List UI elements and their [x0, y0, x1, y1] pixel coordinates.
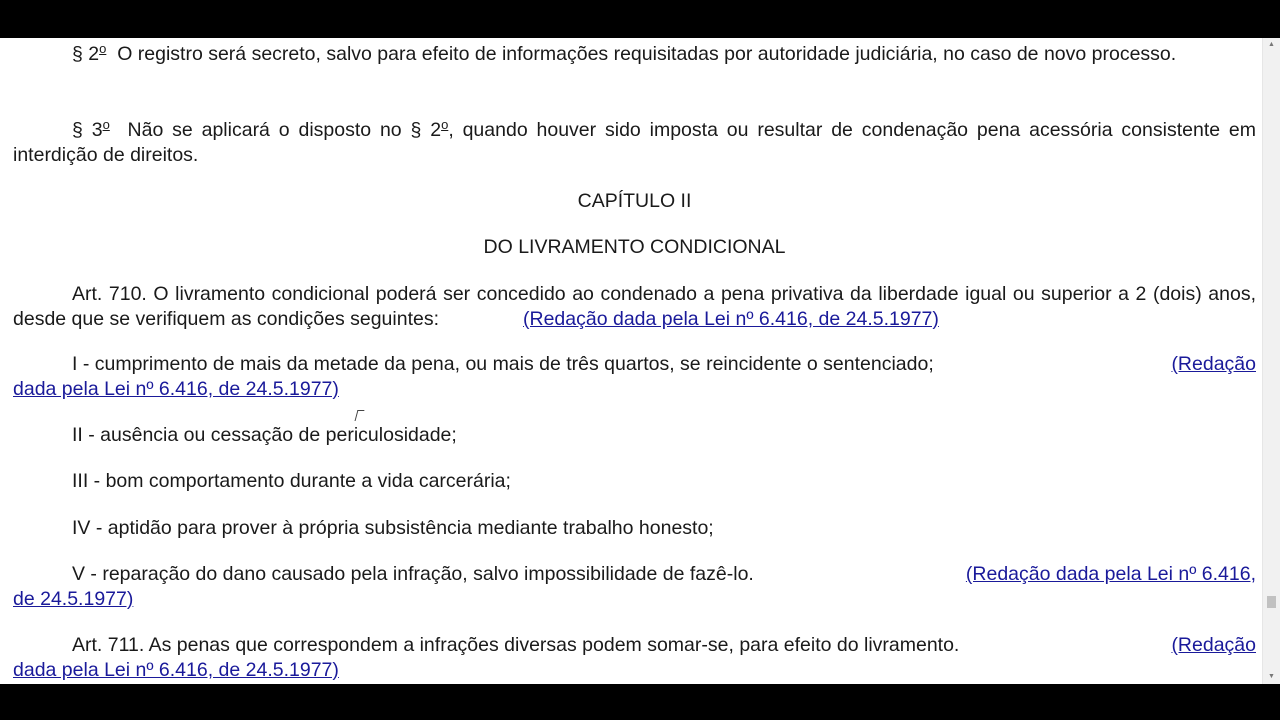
- top-black-bar: [0, 0, 1280, 38]
- chapter-title: DO LIVRAMENTO CONDICIONAL: [483, 236, 786, 258]
- scrollbar-thumb[interactable]: [1267, 596, 1276, 608]
- item-ii: II - ausência ou cessação de periculosidade;: [72, 424, 457, 446]
- paragraph-3: § 3$^o$ Não se aplicará o disposto no § 2$^o$, quando houver sido imposta ou resultar de condenação pena acessória consistente em interdição de direitos.: [13, 117, 1257, 166]
- amendment-link-art-711-cont[interactable]: dada pela Lei nº 6.416, de 24.5.1977): [13, 659, 339, 681]
- item-v: V - reparação do dano causado pela infração, salvo impossibilidade de fazê-lo. (Redação dada pela Lei nº 6.416, de 24.5.1977): [13, 563, 1256, 610]
- article-711: Art. 711. As penas que correspondem a infrações diversas podem somar-se, para efeito do livramento. (Redação dada pela Lei nº 6.416, de 24.5.1977): [13, 634, 1256, 681]
- item-iii: III - bom comportamento durante a vida carcerária;: [72, 470, 511, 492]
- amendment-link-item-v[interactable]: (Redação dada pela Lei nº 6.416,: [965, 563, 1256, 585]
- item-i: I - cumprimento de mais da metade da pena, ou mais de três quartos, se reincidente o sentenciado; (Redação dada pela Lei nº 6.416, de 24.5.1977): [13, 353, 1256, 400]
- amendment-link-item-v-cont[interactable]: de 24.5.1977): [13, 588, 134, 610]
- article-710: [13, 282, 1256, 332]
- item-iv: IV - aptidão para prover à própria subsistência mediante trabalho honesto;: [72, 517, 714, 539]
- paragraph-2: § 2$^o$ O registro será secreto, salvo para efeito de informações requisitadas por autoridade judiciária, no caso de novo processo.: [72, 41, 1177, 65]
- document-viewport: [0, 38, 1280, 684]
- mouse-cursor-icon: [355, 410, 365, 421]
- vertical-scrollbar[interactable]: [1262, 38, 1280, 684]
- amendment-link-art-711[interactable]: (Redação: [1171, 634, 1256, 656]
- scroll-down-arrow-icon[interactable]: ▼: [1268, 673, 1275, 680]
- bottom-black-bar: [0, 684, 1280, 720]
- chapter-heading: CAPÍTULO II: [577, 190, 692, 212]
- article-710-text: Art. 710. O livramento condicional poderá ser concedido ao condenado a pena privativa da liberdade igual ou superior a 2 (dois) anos, desde que se verifiquem as condições seguintes:: [13, 283, 1256, 330]
- amendment-link-art-710[interactable]: (Redação dada pela Lei nº 6.416, de 24.5.1977): [523, 308, 939, 330]
- paragraph-2-text: O registro será secreto, salvo para efeito de informações requisitadas por autoridade judiciária, no caso de novo processo.: [117, 43, 1177, 65]
- amendment-link-item-i-cont[interactable]: dada pela Lei nº 6.416, de 24.5.1977): [13, 378, 339, 400]
- amendment-link-item-i[interactable]: (Redação: [1171, 353, 1256, 375]
- scroll-up-arrow-icon[interactable]: ▲: [1268, 41, 1275, 48]
